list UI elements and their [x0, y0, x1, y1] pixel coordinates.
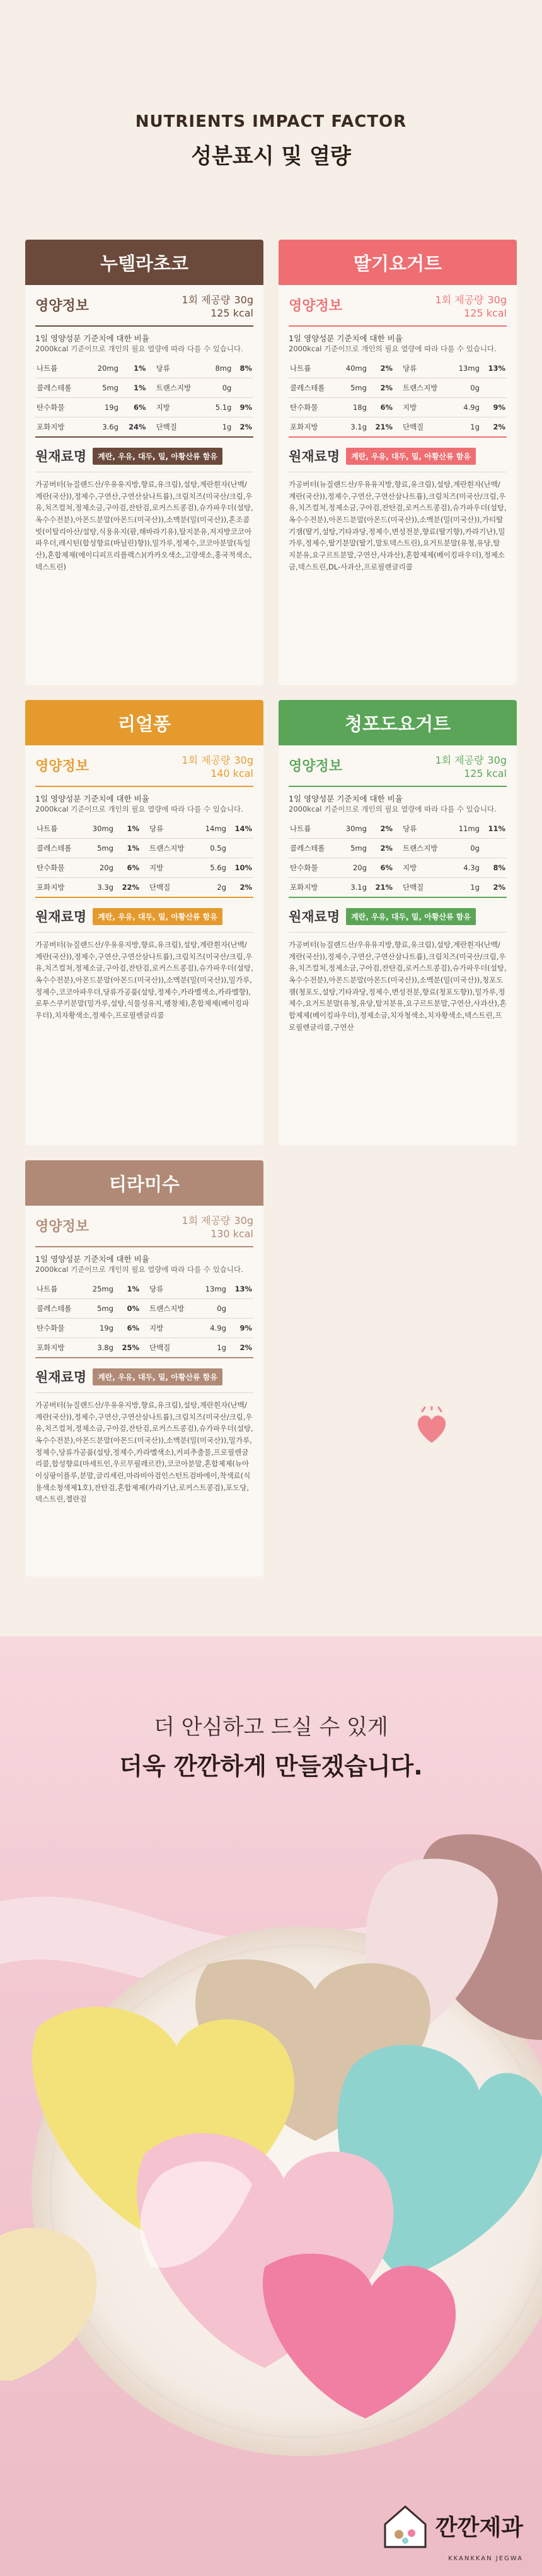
- ingredients-row: [35, 907, 253, 933]
- nutrient-name: 단백질: [401, 878, 451, 898]
- product-card-1: [25, 240, 263, 685]
- nutrition-row-sat-protein: [35, 878, 253, 898]
- nutrient-name: 당류: [155, 359, 207, 378]
- nutrient-amount: 3.1g: [338, 417, 368, 438]
- nutrition-info-row: [289, 294, 507, 327]
- nutrition-row-sodium-sugar: [35, 819, 253, 839]
- nutrient-name: 콜레스테롤: [35, 1299, 84, 1319]
- nutrient-amount: 1g: [451, 417, 481, 438]
- card-body: [279, 285, 517, 583]
- nutrition-row-sat-protein: [289, 878, 507, 898]
- serving-weight: 30g: [234, 754, 253, 766]
- nutrition-row-sodium-sugar: [35, 1279, 253, 1299]
- spacer: [394, 839, 401, 858]
- nutrient-name: 탄수화물: [289, 398, 338, 417]
- nutrient-amount: 3.1g: [338, 878, 368, 898]
- nutrient-percent: 21%: [368, 417, 394, 438]
- serving-weight: 30g: [487, 754, 507, 766]
- nutrient-percent: 6%: [115, 1319, 141, 1338]
- nutrient-amount: 20g: [338, 858, 368, 878]
- nutrient-name: 나트륨: [35, 359, 87, 378]
- nutrition-row-sat-protein: [35, 417, 253, 438]
- spacer: [394, 378, 401, 398]
- serving-info: [178, 294, 253, 320]
- nutrient-name: 콜레스테롤: [35, 839, 84, 858]
- nutrition-row-sat-protein: [35, 1338, 253, 1358]
- nutrient-percent: 22%: [115, 878, 141, 898]
- ingredients-text: 가공버터(뉴질랜드산/우유유지방,향료,유크림),설탕,계란흰자(난백/계란(국산)),정제수,구연산,구연산삼나트륨),크림치즈(미국산/크림,우유,치즈컬쳐,정제소금,구아검,잔탄검,로커스트콩검),슈가파우더(설탕,옥수수전분),아몬드분말(아몬드(미국산)),소맥분(밀(미국산)),청포도잼(청포도,설탕,기타과당,정제수,변성전분,향료(청포도향)),밀가루,정제수,요거트분말(유청,유당,탈지분유,요구르트분말,구연산,사과산),혼합제제(베이킹파우더),정제소금,치자청색소,치자황색소,덱스트린,프로필렌글리콜,구연산: [289, 940, 507, 1032]
- nutrient-amount: 0.5g: [197, 839, 228, 858]
- serving-info: [431, 754, 507, 781]
- nutrient-name: 탄수화물: [35, 398, 87, 417]
- nutrient-name: 단백질: [401, 417, 451, 438]
- section-header: [0, 0, 542, 170]
- nutrient-name: 탄수화물: [35, 1319, 84, 1338]
- nutrient-amount: 8mg: [207, 359, 233, 378]
- nutrient-name: 포화지방: [289, 417, 338, 438]
- nutrition-row-carb-fat: [289, 398, 507, 417]
- note-line-2: 2000kcal 기준이므로 개인의 필요 열량에 따라 다를 수 있습니다.: [35, 344, 243, 354]
- nutrient-percent: [228, 1299, 253, 1319]
- ingredients-row: [35, 446, 253, 472]
- nutrition-info-label: 영양정보: [289, 298, 343, 314]
- nutrient-amount: 4.9g: [451, 398, 481, 417]
- nutrient-amount: 0g: [207, 378, 233, 398]
- nutrient-percent: [228, 839, 253, 858]
- note-line-2: 2000kcal 기준이므로 개인의 필요 열량에 따라 다를 수 있습니다.: [35, 805, 243, 814]
- spacer: [141, 1279, 148, 1299]
- nutrient-amount: 5.6g: [197, 858, 228, 878]
- nutrient-percent: 25%: [115, 1338, 141, 1358]
- nutrient-name: 나트륨: [35, 819, 84, 839]
- allergy-badge: 계란, 우유, 대두, 밀, 아황산류 함유: [346, 908, 476, 925]
- nutrient-name: 나트륨: [289, 359, 338, 378]
- nutrition-row-sodium-sugar: [35, 359, 253, 378]
- allergy-badge: 계란, 우유, 대두, 밀, 아황산류 함유: [346, 448, 476, 465]
- nutrient-name: 지방: [148, 858, 197, 878]
- nutrient-amount: 20g: [84, 858, 115, 878]
- nutrient-percent: [481, 839, 507, 858]
- nutrient-percent: 1%: [115, 819, 141, 839]
- nutrient-percent: 1%: [120, 378, 147, 398]
- daily-value-note: [35, 333, 253, 354]
- nutrient-amount: 3.8g: [84, 1338, 115, 1358]
- nutrient-name: 트랜스지방: [401, 839, 451, 858]
- nutrient-amount: 11mg: [451, 819, 481, 839]
- product-title: 리얼퐁: [25, 700, 263, 745]
- nutrient-name: 당류: [148, 1279, 197, 1299]
- spacer: [141, 1319, 148, 1338]
- nutrient-percent: 2%: [368, 359, 394, 378]
- nutrient-amount: 5mg: [87, 378, 119, 398]
- nutrition-info-row: [289, 754, 507, 787]
- product-title: 티라미수: [25, 1160, 263, 1206]
- product-card-3: [25, 700, 263, 1145]
- nutrient-name: 지방: [401, 858, 451, 878]
- nutrition-row-chol-trans: [289, 839, 507, 858]
- nutrient-name: 포화지방: [35, 1338, 84, 1358]
- ingredients-label: 원재료명: [35, 909, 87, 925]
- nutrient-amount: 13mg: [197, 1279, 228, 1299]
- nutrient-percent: 10%: [228, 858, 253, 878]
- nutrient-name: 콜레스테롤: [35, 378, 87, 398]
- serving-weight: 30g: [234, 1215, 253, 1227]
- nutrient-name: 트랜스지방: [401, 378, 451, 398]
- daily-value-note: [35, 1254, 253, 1275]
- nutrient-name: 포화지방: [289, 878, 338, 898]
- spacer: [141, 839, 148, 858]
- nutrient-percent: 2%: [228, 878, 253, 898]
- serving-info: [178, 1215, 253, 1241]
- card-body: [279, 745, 517, 1043]
- nutrition-info-label: 영양정보: [35, 298, 89, 314]
- card-body: [25, 285, 263, 583]
- nutrition-info-row: [35, 754, 253, 787]
- serving-label: 1회 제공량: [182, 754, 231, 766]
- product-title: 누텔라초코: [25, 240, 263, 285]
- nutrition-row-carb-fat: [35, 1319, 253, 1338]
- heart-icon: [410, 1406, 454, 1450]
- nutrient-name: 트랜스지방: [155, 378, 207, 398]
- nutrient-amount: 14mg: [197, 819, 228, 839]
- daily-value-note: [289, 333, 507, 354]
- serving-kcal: 140 kcal: [210, 767, 253, 779]
- nutrient-amount: 3.3g: [84, 878, 115, 898]
- ingredients-label: 원재료명: [35, 1370, 87, 1385]
- nutrient-percent: 9%: [228, 1319, 253, 1338]
- nutrient-name: 지방: [155, 398, 207, 417]
- spacer: [394, 878, 401, 898]
- serving-kcal: 125 kcal: [210, 306, 253, 319]
- nutrient-name: 당류: [401, 359, 451, 378]
- allergy-badge: 계란, 우유, 대두, 밀, 아황산류 함유: [93, 1368, 222, 1385]
- nutrition-row-carb-fat: [35, 398, 253, 417]
- spacer: [147, 398, 155, 417]
- note-line-1: 1일 영양성분 기준치에 대한 비율: [289, 333, 403, 343]
- nutrient-amount: 1g: [207, 417, 233, 438]
- brand-name: 깐깐제과: [435, 2514, 523, 2541]
- nutrient-percent: 6%: [115, 858, 141, 878]
- nutrient-amount: 19g: [87, 398, 119, 417]
- nutrient-name: 지방: [148, 1319, 197, 1338]
- nutrient-amount: 30mg: [84, 819, 115, 839]
- nutrition-table: [289, 819, 507, 898]
- nutrient-amount: 0g: [451, 839, 481, 858]
- nutrient-amount: 1g: [197, 1338, 228, 1358]
- nutrient-amount: 5mg: [338, 839, 368, 858]
- nutrient-percent: [481, 378, 507, 398]
- nutrition-row-carb-fat: [35, 858, 253, 878]
- spacer: [394, 417, 401, 438]
- tagline-2: 더욱 깐깐하게 만들겠습니다.: [119, 1752, 423, 1780]
- nutrient-percent: 2%: [228, 1338, 253, 1358]
- nutrient-percent: 21%: [368, 878, 394, 898]
- spacer: [147, 378, 155, 398]
- photo-section: [0, 1636, 542, 2576]
- nutrition-row-carb-fat: [289, 858, 507, 878]
- nutrient-name: 포화지방: [35, 417, 87, 438]
- nutrient-amount: 1g: [451, 878, 481, 898]
- nutrition-table: [35, 359, 253, 438]
- nutrition-row-sodium-sugar: [289, 819, 507, 839]
- ingredients-text: 가공버터(뉴질랜드산/우유유지방,향료,유크림),설탕,계란흰자(난백/계란(국산)),정제수,구연산,구연산삼나트륨),크림치즈(미국산/크림,우유,치즈컬쳐,정제소금,구아검,잔탄검,로커스트콩검),슈가파우더(설탕,옥수수전분),아몬드분말(아몬드(미국산)),소맥분(밀(미국산)),가티딸기잼(딸기,설탕,기타과당,정제수,변성전분,향료(딸기향),카라기난),밀가루,정제수,딸기분말(딸기,말토덱스트린),요거트분말(유청,유당,탈지분유,요구르트분말,구연산,사과산),혼합제제(베이킹파우더),정제소금,덱스트린,DL-사과산,프로필렌글리콜: [289, 480, 507, 571]
- card-body: [25, 745, 263, 1032]
- serving-label: 1회 제공량: [435, 294, 484, 306]
- nutrient-amount: 0g: [197, 1299, 228, 1319]
- nutrient-amount: 5mg: [84, 1299, 115, 1319]
- nutrient-percent: 13%: [481, 359, 507, 378]
- spacer: [394, 858, 401, 878]
- nutrient-name: 단백질: [148, 1338, 197, 1358]
- nutrient-percent: 6%: [120, 398, 147, 417]
- note-line-1: 1일 영양성분 기준치에 대한 비율: [35, 333, 149, 343]
- nutrient-name: 콜레스테롤: [289, 839, 338, 858]
- nutrient-percent: 0%: [115, 1299, 141, 1319]
- nutrient-amount: 5.1g: [207, 398, 233, 417]
- nutrient-amount: 13mg: [451, 359, 481, 378]
- allergy-badge: 계란, 우유, 대두, 밀, 아황산류 함유: [93, 908, 222, 925]
- nutrient-name: 나트륨: [35, 1279, 84, 1299]
- serving-kcal: 125 kcal: [464, 306, 507, 319]
- nutrient-name: 지방: [401, 398, 451, 417]
- nutrient-percent: 2%: [233, 417, 253, 438]
- nutrition-info-label: 영양정보: [289, 759, 343, 774]
- nutrition-row-chol-trans: [35, 378, 253, 398]
- nutrient-amount: 4.3g: [451, 858, 481, 878]
- nutrition-info-label: 영양정보: [35, 1219, 89, 1235]
- serving-label: 1회 제공량: [435, 754, 484, 766]
- nutrient-percent: 9%: [481, 398, 507, 417]
- house-logo-icon: [380, 2500, 430, 2551]
- ingredients-label: 원재료명: [35, 449, 87, 465]
- nutrient-name: 포화지방: [35, 878, 84, 898]
- nutrient-amount: 2g: [197, 878, 228, 898]
- spacer: [141, 819, 148, 839]
- nutrient-percent: 2%: [481, 878, 507, 898]
- nutrient-percent: 13%: [228, 1279, 253, 1299]
- nutrient-percent: 11%: [481, 819, 507, 839]
- spacer: [147, 417, 155, 438]
- daily-value-note: [289, 793, 507, 815]
- ingredients-label: 원재료명: [289, 909, 340, 925]
- nutrition-row-sodium-sugar: [289, 359, 507, 378]
- card-body: [25, 1206, 263, 1515]
- nutrient-percent: [233, 378, 253, 398]
- spacer: [394, 819, 401, 839]
- product-card-4: [279, 700, 517, 1145]
- nutrient-amount: 30mg: [338, 819, 368, 839]
- nutrient-percent: 6%: [368, 398, 394, 417]
- nutrient-percent: 24%: [120, 417, 147, 438]
- ingredients-text: 가공버터(뉴질랜드산/우유유지방,향료,유크림),설탕,계란흰자(난백/계란(국산)),정제수,구연산,구연산삼나트륨),크림치즈(미국산/크림,우유,치즈컬쳐,정제소금,구아검,잔탄검,로커스트콩검),슈가파우더(설탕,옥수수전분),아몬드분말(아몬드(미국산)),소맥분(밀(미국산)),혼조콤빗(이탈리아산/설탕,식용유지(팜,해바라기유),탈지분유,저지방코코아파우더,레시틴(합성향료(바닐린)향)),밀가루,정제수,코코아분말(독일산),혼합제제(에이디피프리플렉스)(카카오색소,고량색소,홍국적색소,덱스트린): [35, 480, 253, 571]
- nutrient-name: 탄수화물: [35, 858, 84, 878]
- nutrient-amount: 5mg: [84, 839, 115, 858]
- nutrition-info-label: 영양정보: [35, 759, 89, 774]
- tagline-1: 더 안심하고 드실 수 있게: [154, 1715, 388, 1740]
- spacer: [141, 1338, 148, 1358]
- ingredients-row: [35, 1367, 253, 1393]
- nutrient-amount: 25mg: [84, 1279, 115, 1299]
- nutrient-name: 당류: [401, 819, 451, 839]
- nutrient-percent: 2%: [368, 839, 394, 858]
- note-line-2: 2000kcal 기준이므로 개인의 필요 열량에 따라 다를 수 있습니다.: [289, 805, 497, 814]
- spacer: [147, 359, 155, 378]
- spacer: [394, 398, 401, 417]
- product-title: 딸기요거트: [279, 240, 517, 285]
- nutrient-amount: 20mg: [87, 359, 119, 378]
- nutrient-name: 콜레스테롤: [289, 378, 338, 398]
- serving-info: [431, 294, 507, 320]
- ingredients-label: 원재료명: [289, 449, 340, 465]
- note-line-1: 1일 영양성분 기준치에 대한 비율: [35, 793, 149, 803]
- nutrition-table: [35, 1279, 253, 1358]
- nutrient-percent: 9%: [233, 398, 253, 417]
- header-ko: 성분표시 및 열량: [191, 144, 351, 169]
- nutrient-amount: 0g: [451, 378, 481, 398]
- nutrition-row-sat-protein: [289, 417, 507, 438]
- nutrient-percent: 1%: [115, 1279, 141, 1299]
- nutrient-percent: 1%: [115, 839, 141, 858]
- nutrient-amount: 18g: [338, 398, 368, 417]
- nutrition-row-chol-trans: [35, 839, 253, 858]
- note-line-1: 1일 영양성분 기준치에 대한 비율: [35, 1254, 149, 1264]
- nutrition-row-chol-trans: [289, 378, 507, 398]
- nutrient-percent: 8%: [481, 858, 507, 878]
- nutrient-amount: 19g: [84, 1319, 115, 1338]
- nutrient-name: 당류: [148, 819, 197, 839]
- nutrient-name: 트랜스지방: [148, 839, 197, 858]
- nutrient-amount: 4.9g: [197, 1319, 228, 1338]
- nutrient-name: 나트륨: [289, 819, 338, 839]
- note-line-2: 2000kcal 기준이므로 개인의 필요 열량에 따라 다를 수 있습니다.: [35, 1265, 243, 1274]
- serving-kcal: 130 kcal: [210, 1227, 253, 1240]
- nutrient-amount: 40mg: [338, 359, 368, 378]
- product-card-5: [25, 1160, 263, 1576]
- nutrient-amount: 5mg: [338, 378, 368, 398]
- product-title: 청포도요거트: [279, 700, 517, 745]
- header-en: NUTRIENTS IMPACT FACTOR: [135, 112, 407, 131]
- nutrient-percent: 1%: [120, 359, 147, 378]
- nutrient-percent: 2%: [481, 417, 507, 438]
- nutrient-percent: 8%: [233, 359, 253, 378]
- daily-value-note: [35, 793, 253, 815]
- nutrient-percent: 2%: [368, 378, 394, 398]
- spacer: [141, 858, 148, 878]
- note-line-1: 1일 영양성분 기준치에 대한 비율: [289, 793, 403, 803]
- serving-weight: 30g: [234, 294, 253, 306]
- nutrient-name: 단백질: [155, 417, 207, 438]
- brand-name-en: KKANKKAN JEGWA: [448, 2555, 523, 2562]
- nutrient-percent: 2%: [368, 819, 394, 839]
- nutrient-percent: 6%: [368, 858, 394, 878]
- note-line-2: 2000kcal 기준이므로 개인의 필요 열량에 따라 다를 수 있습니다.: [289, 344, 497, 354]
- ingredients-text: 가공버터(뉴질랜드산/우유유지방,향료,유크림),설탕,계란흰자(난백/계란(국산)),정제수,구연산,구연산삼나트륨),크림치즈(미국산/크림,우유,치즈컬쳐,정제소금,구아검,잔탄검,로커스트콩검),슈가파우더(설탕,옥수수전분),아몬드분말(아몬드(미국산)),소맥분(밀(미국산)),밀가루,정제수,당류가공품(설탕,정제수,카라멜색소),커피추출물,프로필렌글리콜,합성향료(마세트인,우르무필레르칸),코코아분말,혼합제제(뉴아이싱팡이플루,분말,글리세린,마라비아검인스턴트검바에이,착색료(식용색소청색제1호),잔탄검,혼합제제(카라기난,로커스트콩검),포도당,덱스트린,젤란검: [35, 1401, 253, 1504]
- nutrient-amount: 3.6g: [87, 417, 119, 438]
- brand-logo: [380, 2500, 523, 2562]
- product-card-2: [279, 240, 517, 685]
- allergy-badge: 계란, 우유, 대두, 밀, 아황산류 함유: [93, 448, 222, 465]
- nutrition-row-chol-trans: [35, 1299, 253, 1319]
- ingredients-row: [289, 907, 507, 933]
- nutrient-name: 단백질: [148, 878, 197, 898]
- nutrition-info-row: [35, 294, 253, 327]
- nutrient-name: 트랜스지방: [148, 1299, 197, 1319]
- nutrient-percent: 14%: [228, 819, 253, 839]
- spacer: [394, 359, 401, 378]
- nutrient-name: 탄수화물: [289, 858, 338, 878]
- nutrition-info-row: [35, 1215, 253, 1247]
- serving-label: 1회 제공량: [182, 294, 231, 306]
- serving-info: [178, 754, 253, 781]
- spacer: [141, 878, 148, 898]
- serving-kcal: 125 kcal: [464, 767, 507, 779]
- serving-weight: 30g: [487, 294, 507, 306]
- nutrition-table: [289, 359, 507, 438]
- spacer: [141, 1299, 148, 1319]
- ingredients-row: [289, 446, 507, 472]
- nutrition-table: [35, 819, 253, 898]
- ingredients-text: 가공버터(뉴질랜드산/우유유지방,향료,유크림),설탕,계란흰자(난백/계란(국산)),정제수,구연산,구연산삼나트륨),크림치즈(미국산/크림,우유,치즈컬쳐,정제소금,구아검,잔탄검,로커스트콩검),슈가파우더(설탕,옥수수전분),아몬드분말(아몬드(미국산)),소맥분(밀(미국산)),밀가루,정제수,코코아파우더,당류가공품(설탕,정제수,카라멜색소,카라멜향),로투스쿠키분말(밀가루,설탕,식물성유지,팽창제),혼합제제(베이킹파우더),치자황색소,정제수,프로필렌글리콜: [35, 940, 253, 1020]
- serving-label: 1회 제공량: [182, 1215, 231, 1227]
